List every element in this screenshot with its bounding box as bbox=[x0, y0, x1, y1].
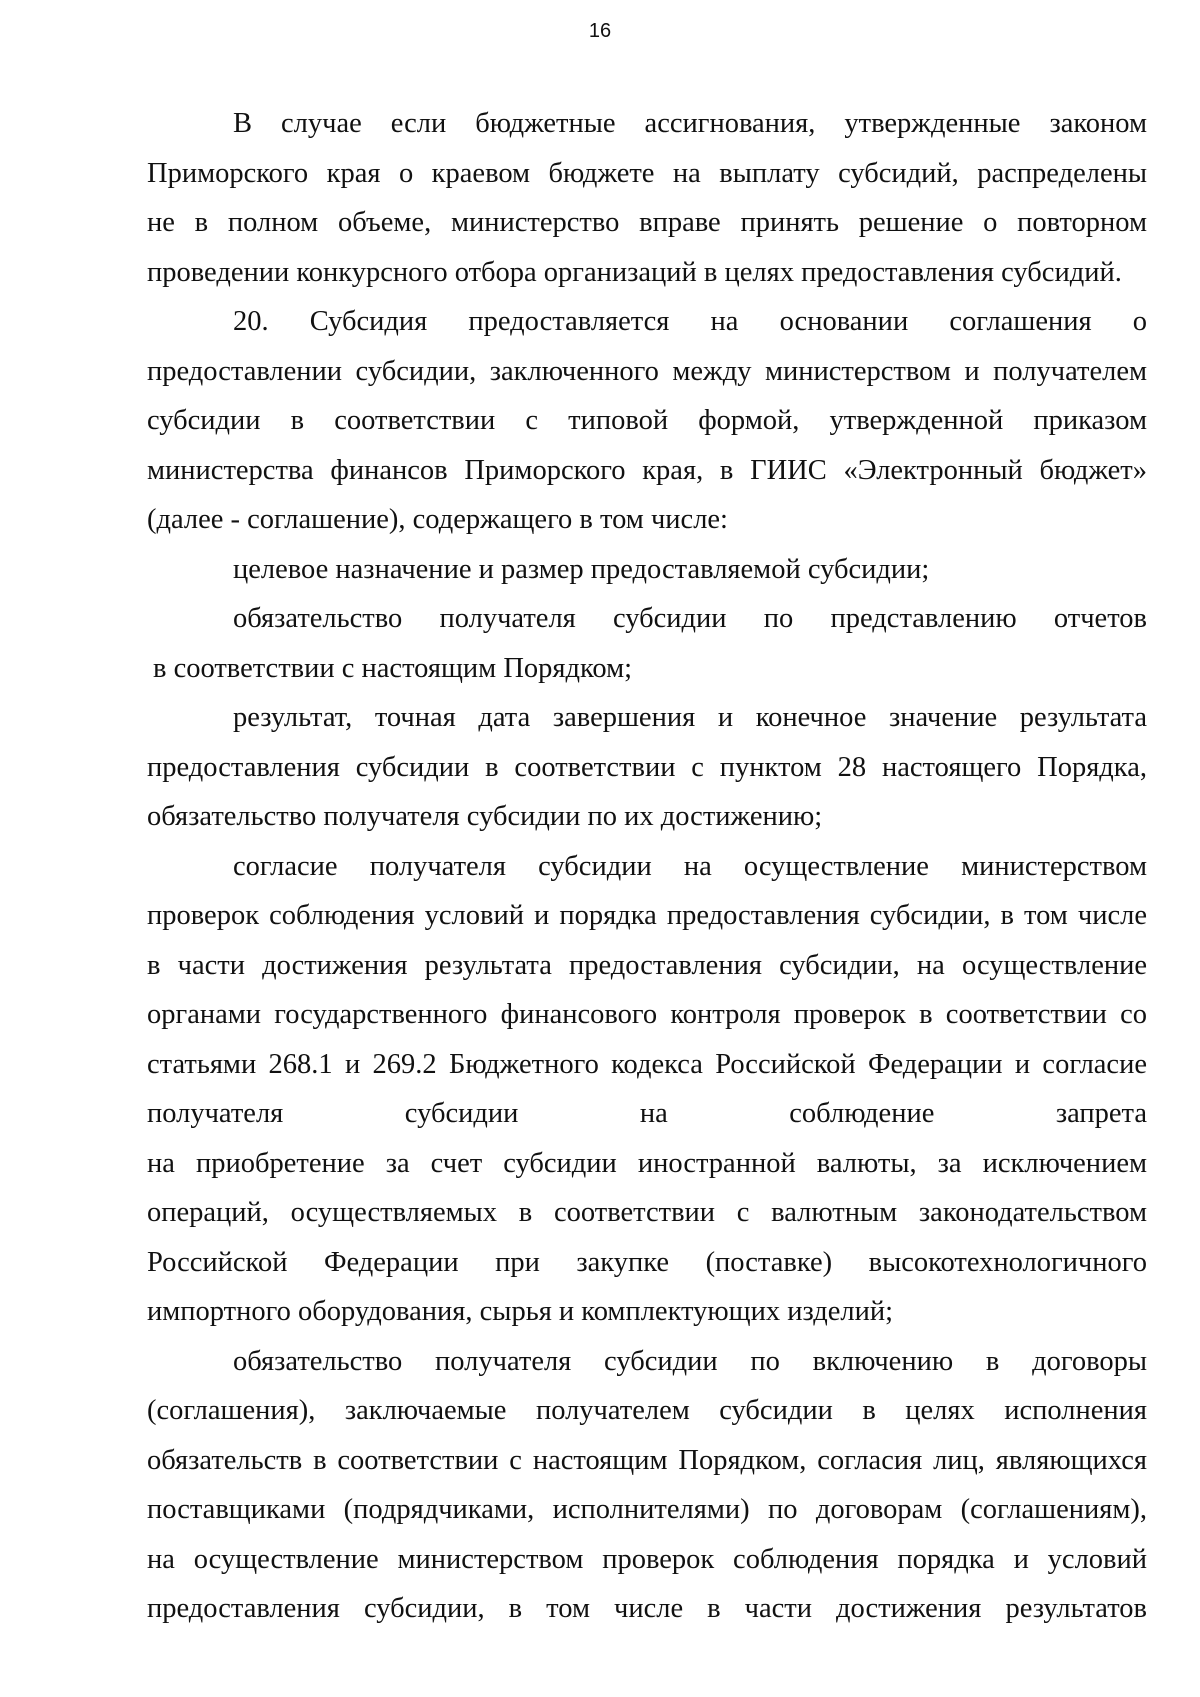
text-line: не в полном объеме, министерство вправе принять решение о повторном bbox=[147, 207, 1147, 238]
text-line: (далее - соглашение), содержащего в том числе: bbox=[147, 504, 728, 535]
text-line: обязательство получателя субсидии по их достижению; bbox=[147, 801, 823, 832]
text-line: министерства финансов Приморского края, в ГИИС «Электронный бюджет» bbox=[147, 454, 1147, 486]
text-line: импортного оборудования, сырья и комплектующих изделий; bbox=[147, 1296, 894, 1327]
text-line: органами государственного финансового контроля проверок в соответствии со bbox=[147, 999, 1147, 1030]
document-body bbox=[147, 99, 1147, 1634]
text-line: обязательство получателя субсидии по включению в договоры bbox=[233, 1345, 1147, 1377]
text-line: операций, осуществляемых в соответствии с валютным законодательством bbox=[147, 1197, 1147, 1228]
text-line: Приморского края о краевом бюджете на выплату субсидий, распределены bbox=[147, 157, 1147, 189]
text-line: обязательство получателя субсидии по представлению отчетов bbox=[233, 603, 1147, 634]
text-line: проверок соблюдения условий и порядка предоставления субсидии, в том числе bbox=[147, 900, 1147, 931]
text-line: В случае если бюджетные ассигнования, утвержденные законом bbox=[233, 108, 1147, 139]
text-line: получателя субсидии на соблюдение запрета bbox=[147, 1098, 1147, 1129]
text-line: 20. Субсидия предоставляется на основании соглашения о bbox=[233, 306, 1147, 337]
text-line: предоставления субсидии, в том числе в части достижения результатов bbox=[147, 1593, 1147, 1624]
text-line: результат, точная дата завершения и конечное значение результата bbox=[233, 702, 1147, 733]
text-line: на приобретение за счет субсидии иностранной валюты, за исключением bbox=[147, 1147, 1147, 1179]
text-line: поставщиками (подрядчиками, исполнителями) по договорам (соглашениям), bbox=[147, 1494, 1147, 1525]
text-line: в части достижения результата предоставления субсидии, на осуществление bbox=[147, 949, 1147, 981]
page-number: 16 bbox=[588, 20, 612, 42]
text-line: целевое назначение и размер предоставляемой субсидии; bbox=[233, 553, 930, 585]
text-line: (соглашения), заключаемые получателем субсидии в целях исполнения bbox=[147, 1395, 1147, 1426]
text-line: предоставления субсидии в соответствии с пунктом 28 настоящего Порядка, bbox=[147, 751, 1147, 783]
text-line: субсидии в соответствии с типовой формой, утвержденной приказом bbox=[147, 405, 1147, 436]
text-line: статьями 268.1 и 269.2 Бюджетного кодекса Российской Федерации и согласие bbox=[147, 1048, 1147, 1080]
text-line: на осуществление министерством проверок соблюдения порядка и условий bbox=[147, 1543, 1147, 1575]
text-line: Российской Федерации при закупке (поставке) высокотехнологичного bbox=[147, 1246, 1147, 1278]
text-line: согласие получателя субсидии на осуществление министерством bbox=[233, 850, 1147, 882]
text-line: в соответствии с настоящим Порядком; bbox=[153, 652, 633, 684]
text-line: предоставлении субсидии, заключенного между министерством и получателем bbox=[147, 355, 1147, 387]
text-line: проведении конкурсного отбора организаций в целях предоставления субсидий. bbox=[147, 256, 1122, 288]
text-line: обязательств в соответствии с настоящим Порядком, согласия лиц, являющихся bbox=[147, 1444, 1147, 1476]
